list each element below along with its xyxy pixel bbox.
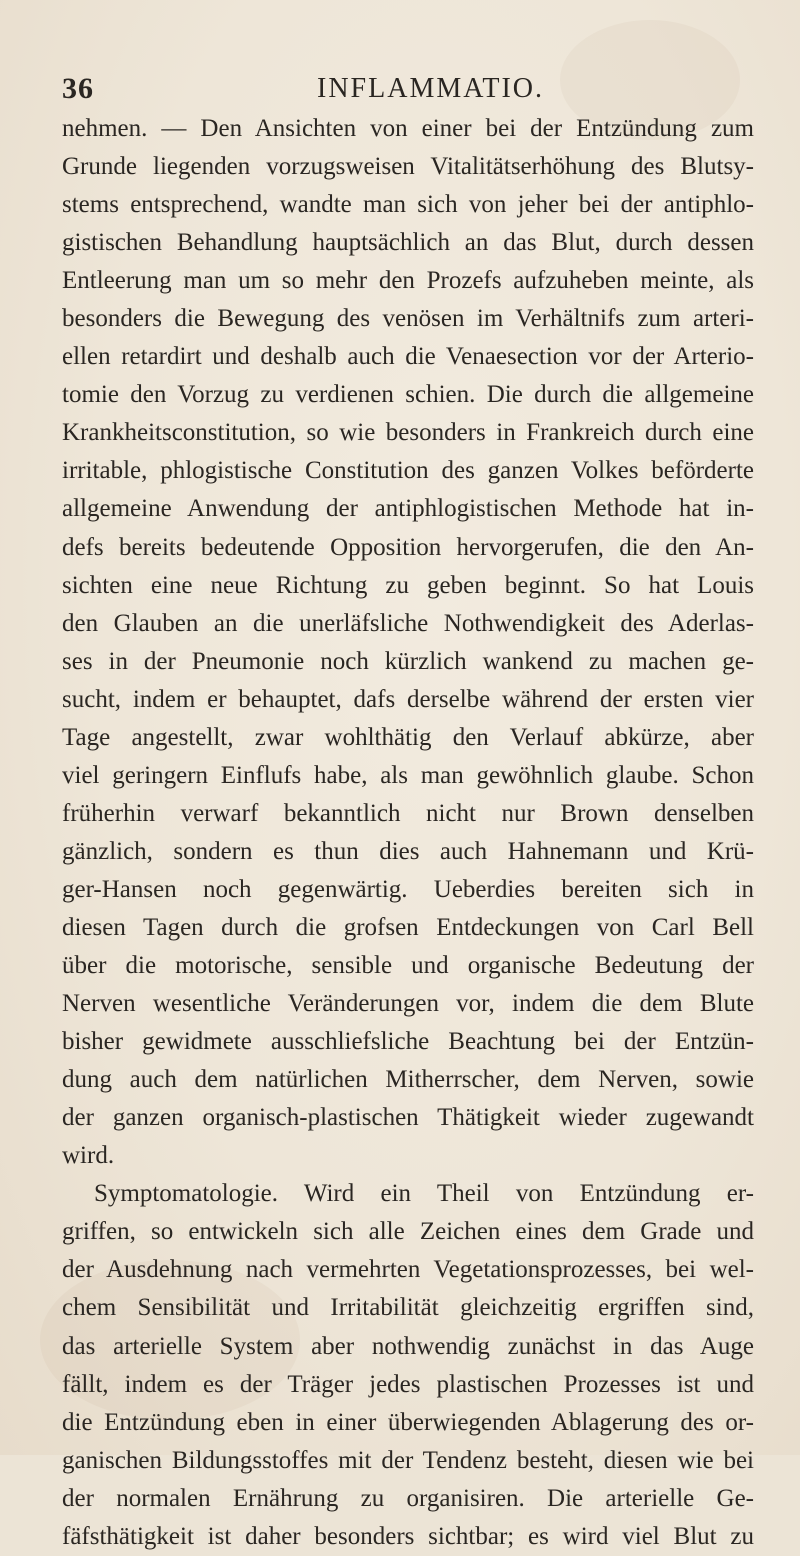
text-line: der Ausdehnung nach vermehrten Vegetationsprozesses, bei wel- — [62, 1256, 754, 1284]
text-line: allgemeine Anwendung der antiphlogistischen Methode hat in- — [62, 495, 754, 523]
text-line: Grunde liegenden vorzugsweisen Vitalitätserhöhung des Blutsy- — [62, 153, 754, 181]
text-line: fällt, indem es der Träger jedes plastischen Prozesses ist und — [62, 1370, 754, 1398]
text-line: gänzlich, sondern es thun dies auch Hahnemann und Krü- — [62, 837, 754, 865]
text-line: gistischen Behandlung hauptsächlich an das Blut, durch dessen — [62, 229, 754, 257]
page-number: 36 — [62, 72, 94, 105]
text-line: den Glauben an die unerläfsliche Nothwendigkeit des Aderlas- — [62, 609, 754, 637]
text-line: der normalen Ernährung zu organisiren. Die arterielle Ge- — [62, 1484, 754, 1512]
running-title: INFLAMMATIO. — [317, 73, 544, 104]
text-line: Symptomatologie. Wird ein Theil von Entzündung er- — [94, 1180, 754, 1208]
text-line: über die motorische, sensible und organische Bedeutung der — [62, 952, 754, 980]
text-line: ses in der Pneumonie noch kürzlich wankend zu machen ge- — [62, 647, 754, 675]
text-line: ger-Hansen noch gegenwärtig. Ueberdies bereiten sich in — [62, 875, 754, 903]
text-line: besonders die Bewegung des venösen im Verhältnifs zum arteri- — [62, 305, 754, 333]
text-line: die Entzündung eben in einer überwiegenden Ablagerung des or- — [62, 1408, 754, 1436]
text-line: Krankheitsconstitution, so wie besonders in Frankreich durch eine — [62, 419, 754, 447]
body-text — [62, 110, 754, 1556]
text-line: der ganzen organisch-plastischen Thätigkeit wieder zugewandt — [62, 1104, 754, 1132]
text-line: ganischen Bildungsstoffes mit der Tendenz besteht, diesen wie bei — [62, 1446, 754, 1474]
text-line: Entleerung man um so mehr den Prozefs aufzuheben meinte, als — [62, 267, 754, 295]
text-line: bisher gewidmete ausschliefsliche Beachtung bei der Entzün- — [62, 1028, 754, 1056]
text-line: wird. — [62, 1142, 115, 1170]
text-line: Nerven wesentliche Veränderungen vor, indem die dem Blute — [62, 990, 754, 1018]
text-line: früherhin verwarf bekanntlich nicht nur Brown denselben — [62, 799, 754, 827]
text-line: dung auch dem natürlichen Mitherrscher, dem Nerven, sowie — [62, 1066, 754, 1094]
text-line: sichten eine neue Richtung zu geben beginnt. So hat Louis — [62, 571, 754, 599]
text-line: tomie den Vorzug zu verdienen schien. Die durch die allgemeine — [62, 381, 754, 409]
text-line: nehmen. — Den Ansichten von einer bei der Entzündung zum — [62, 115, 754, 142]
text-line: fäfsthätigkeit ist daher besonders sichtbar; es wird viel Blut zu — [62, 1522, 754, 1550]
text-line: das arterielle System aber nothwendig zunächst in das Auge — [62, 1332, 754, 1360]
text-line: Tage angestellt, zwar wohlthätig den Verlauf abkürze, aber — [62, 723, 754, 751]
text-line: stems entsprechend, wandte man sich von jeher bei der antiphlo- — [62, 191, 754, 219]
text-line: irritable, phlogistische Constitution des ganzen Volkes beförderte — [62, 457, 754, 485]
text-line: griffen, so entwickeln sich alle Zeichen eines dem Grade und — [62, 1218, 754, 1246]
text-line: ellen retardirt und deshalb auch die Venaesection vor der Arterio- — [62, 343, 754, 371]
page-header — [62, 72, 702, 106]
text-line: chem Sensibilität und Irritabilität gleichzeitig ergriffen sind, — [62, 1294, 754, 1322]
text-line: sucht, indem er behauptet, dafs derselbe während der ersten vier — [62, 685, 754, 713]
text-line: diesen Tagen durch die grofsen Entdeckungen von Carl Bell — [62, 913, 754, 941]
text-line: viel geringern Einflufs habe, als man gewöhnlich glaube. Schon — [62, 761, 754, 789]
text-line: defs bereits bedeutende Opposition hervorgerufen, die den An- — [62, 533, 754, 561]
